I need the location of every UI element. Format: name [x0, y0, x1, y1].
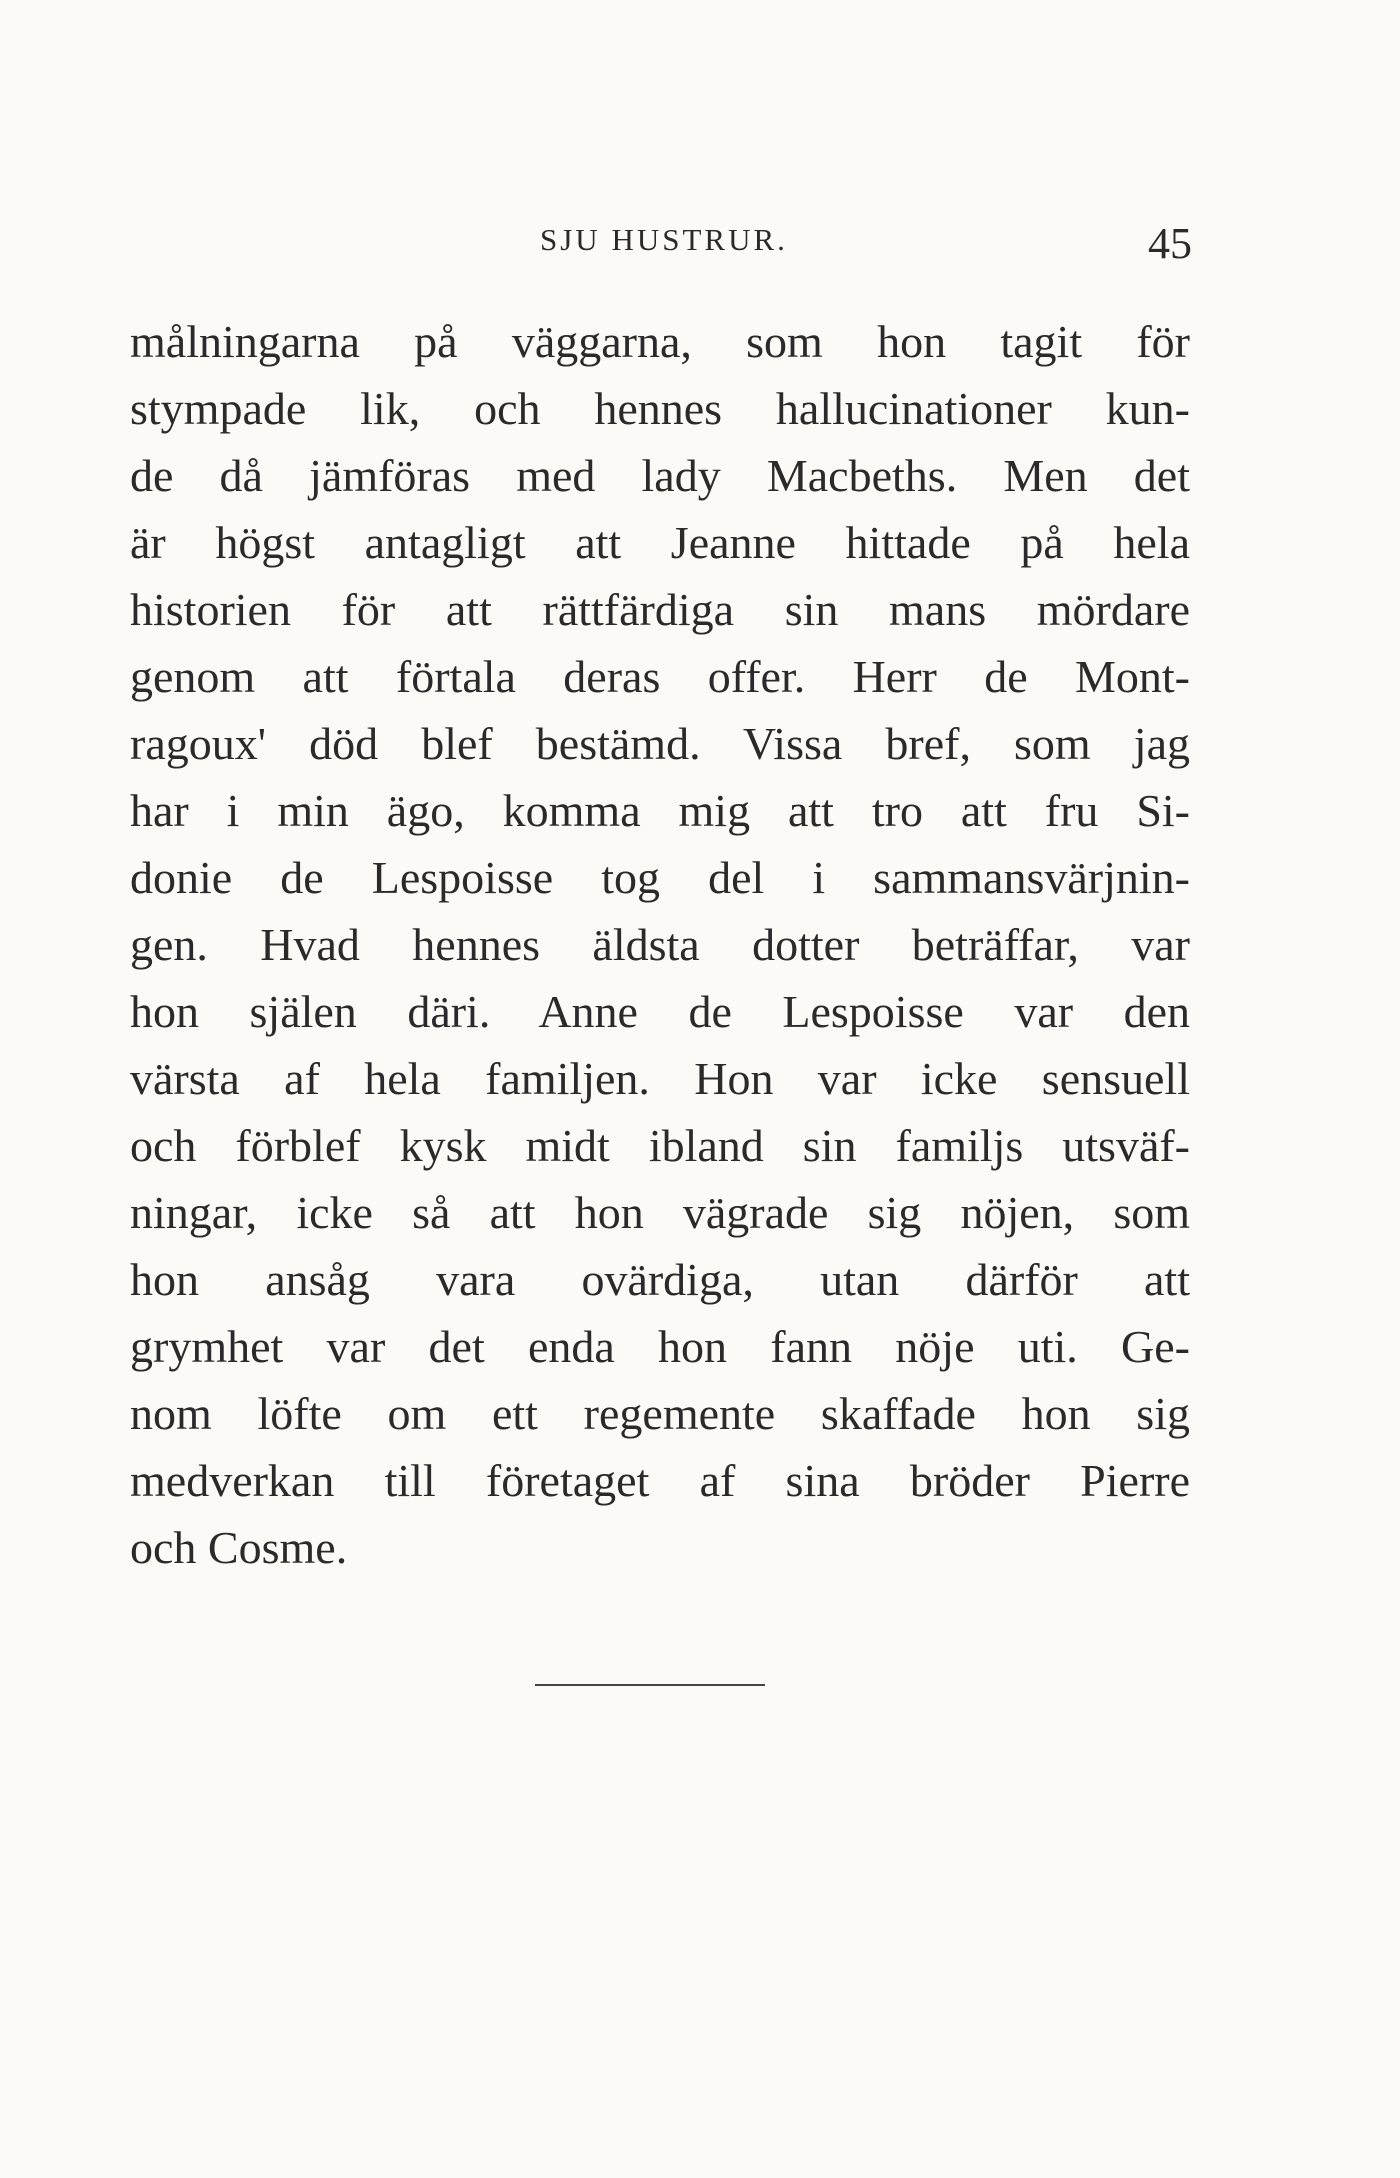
text-line: medverkan till företaget af sina bröder Pierre [130, 1455, 1190, 1506]
text-line: hon ansåg vara ovärdiga, utan därför att [130, 1254, 1190, 1305]
text-line: de då jämföras med lady Macbeths. Men det [130, 450, 1190, 501]
text-line: har i min ägo, komma mig att tro att fru Si- [130, 785, 1190, 836]
text-line: historien för att rättfärdiga sin mans mördare [130, 584, 1190, 635]
text-line: grymhet var det enda hon fann nöje uti. Ge- [130, 1321, 1190, 1372]
text-line: målningarna på väggarna, som hon tagit för [130, 316, 1190, 367]
text-line: stympade lik, och hennes hallucinationer kun- [130, 383, 1190, 434]
text-line: är högst antagligt att Jeanne hittade på hela [130, 517, 1190, 568]
text-line: hon själen däri. Anne de Lespoisse var den [130, 986, 1190, 1037]
text-line: gen. Hvad hennes äldsta dotter beträffar, var [130, 919, 1190, 970]
text-line: ningar, icke så att hon vägrade sig nöjen, som [130, 1187, 1190, 1238]
text-line: donie de Lespoisse tog del i sammansvärjnin- [130, 852, 1190, 903]
text-line: ragoux' död blef bestämd. Vissa bref, som jag [130, 718, 1190, 769]
text-line: och förblef kysk midt ibland sin familjs utsväf- [130, 1120, 1190, 1171]
page-number: 45 [1148, 219, 1192, 268]
text-line: värsta af hela familjen. Hon var icke sensuell [130, 1053, 1190, 1104]
running-head: SJU HUSTRUR. [540, 222, 788, 257]
text-line-last: och Cosme. [130, 1522, 348, 1573]
text-line: nom löfte om ett regemente skaffade hon sig [130, 1388, 1190, 1439]
text-line: genom att förtala deras offer. Herr de Mont- [130, 651, 1190, 702]
body-text [130, 308, 1190, 1581]
section-end-rule [535, 1684, 765, 1686]
